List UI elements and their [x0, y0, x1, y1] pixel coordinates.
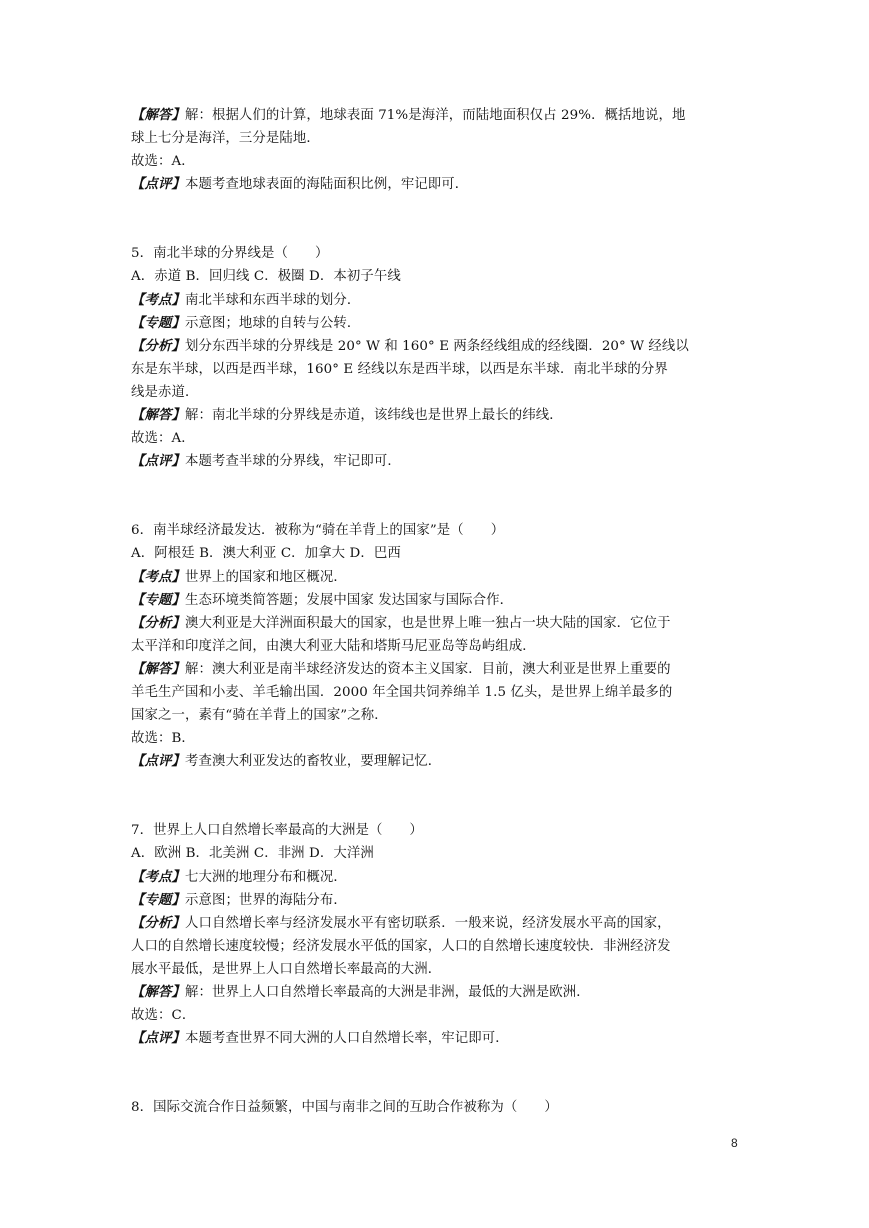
- line-text: 本题考查世界不同大洲的人口自然增长率，牢记即可．: [184, 1031, 509, 1047]
- section-tag: 【专题】: [131, 314, 185, 331]
- text-line: [131, 589, 737, 612]
- line-text: A．欧洲 B．北美洲 C．非洲 D．大洋洲: [131, 846, 374, 862]
- answer-options: [131, 842, 737, 865]
- text-line: [131, 381, 737, 404]
- line-text: 故选：C．: [131, 1008, 196, 1024]
- question-stem: [131, 1096, 737, 1119]
- text-line: [131, 612, 737, 635]
- line-text: A．赤道 B．回归线 C．极圈 D．本初子午线: [131, 269, 401, 285]
- text-line: [131, 104, 737, 127]
- line-text: 展水平最低，是世界上人口自然增长率最高的大洲．: [131, 961, 442, 977]
- line-text: 澳大利亚是大洋洲面积最大的国家，也是世界上唯一独占一块大陆的国家．它位于: [184, 615, 671, 631]
- line-text: 解：根据人们的计算，地球表面 71%是海洋，而陆地面积仅占 29%．概括地说，地: [184, 108, 686, 123]
- section-tag: 【点评】: [131, 1030, 185, 1047]
- section-tag: 【专题】: [131, 891, 185, 908]
- section-tag: 【分析】: [131, 914, 185, 931]
- line-text: 本题考查地球表面的海陆面积比例，牢记即可．: [184, 177, 469, 193]
- text-line: [131, 566, 737, 589]
- line-text: 人口的自然增长速度较慢；经济发展水平低的国家，人口的自然增长速度较快．非洲经济发: [131, 938, 671, 954]
- line-text: 人口自然增长率与经济发展水平有密切联系．一般来说，经济发展水平高的国家，: [184, 915, 671, 931]
- section-tag: 【解答】: [131, 660, 185, 677]
- spacer: [131, 196, 737, 242]
- line-text: 6．南半球经济最发达．被称为“骑在羊背上的国家”是（ ）: [131, 523, 505, 539]
- line-text: 国家之一，素有“骑在羊背上的国家”之称．: [131, 708, 388, 724]
- line-text: 太平洋和印度洋之间，由澳大利亚大陆和塔斯马尼亚岛等岛屿组成．: [131, 638, 536, 654]
- text-line: [131, 704, 737, 727]
- line-text: A．阿根廷 B．澳大利亚 C．加拿大 D．巴西: [131, 546, 401, 562]
- text-line: [131, 427, 737, 450]
- page-number: 8: [731, 1136, 738, 1150]
- spacer: [131, 473, 737, 519]
- section-tag: 【点评】: [131, 453, 185, 470]
- line-text: 解：世界上人口自然增长率最高的大洲是非洲，最低的大洲是欧洲．: [184, 985, 590, 1000]
- text-line: [131, 335, 737, 358]
- text-line: [131, 635, 737, 658]
- section-tag: 【解答】: [131, 984, 185, 1000]
- section-tag: 【分析】: [131, 337, 185, 354]
- text-line: [131, 312, 737, 335]
- section-tag: 【考点】: [131, 291, 185, 308]
- text-line: [131, 981, 737, 1004]
- text-line: [131, 681, 737, 704]
- line-text: 线是赤道．: [131, 384, 199, 400]
- line-text: 东是东半球，以西是西半球，160° E 经线以东是西半球，以西是东半球．南北半球的分界: [131, 361, 668, 377]
- line-text: 世界上的国家和地区概况．: [184, 569, 347, 585]
- line-text: 七大洲的地理分布和概况．: [184, 869, 347, 885]
- section-tag: 【解答】: [131, 407, 185, 424]
- text-line: [131, 727, 737, 750]
- line-text: 8．国际交流合作日益频繁，中国与南非之间的互助合作被称为（ ）: [131, 1100, 558, 1116]
- line-text: 示意图；世界的海陆分布．: [184, 892, 347, 908]
- text-line: [131, 173, 737, 196]
- question-block-6: [131, 519, 737, 773]
- line-text: 解：澳大利亚是南半球经济发达的资本主义国家．目前，澳大利亚是世界上重要的: [184, 661, 671, 677]
- text-line: [131, 289, 737, 312]
- text-line: [131, 958, 737, 981]
- text-line: [131, 127, 737, 150]
- line-text: 生态环境类简答题；发展中国家 发达国家与国际合作．: [184, 592, 514, 608]
- section-tag: 【考点】: [131, 568, 185, 585]
- page-content: [131, 104, 737, 1119]
- text-line: [131, 866, 737, 889]
- text-line: [131, 1004, 737, 1027]
- line-text: 故选：A．: [131, 431, 195, 447]
- line-text: 考查澳大利亚发达的畜牧业，要理解记忆．: [184, 754, 442, 770]
- line-text: 示意图；地球的自转与公转．: [184, 315, 361, 331]
- line-text: 7．世界上人口自然增长率最高的大洲是（ ）: [131, 823, 423, 839]
- section-tag: 【分析】: [131, 614, 185, 631]
- text-line: [131, 1027, 737, 1050]
- section-tag: 【专题】: [131, 591, 185, 608]
- question-stem: [131, 819, 737, 842]
- text-line: [131, 889, 737, 912]
- section-tag: 【考点】: [131, 868, 185, 885]
- text-line: [131, 358, 737, 381]
- text-line: [131, 935, 737, 958]
- line-text: 解：南北半球的分界线是赤道，该纬线也是世界上最长的纬线．: [184, 408, 563, 424]
- text-line: [131, 658, 737, 681]
- spacer: [131, 773, 737, 819]
- question-block-7: [131, 819, 737, 1050]
- spacer: [131, 1050, 737, 1096]
- section-tag: 【点评】: [131, 176, 185, 193]
- line-text: 南北半球和东西半球的划分．: [184, 292, 361, 308]
- section-tag: 【解答】: [131, 107, 185, 123]
- question-stem: [131, 242, 737, 265]
- section-tag: 【点评】: [131, 753, 185, 770]
- text-line: [131, 750, 737, 773]
- question-block-8: [131, 1096, 737, 1119]
- line-text: 划分东西半球的分界线是 20° W 和 160° E 两条经线组成的经线圈．20° W 经线以: [184, 338, 689, 354]
- line-text: 羊毛生产国和小麦、羊毛输出国．2000 年全国共饲养绵羊 1.5 亿头，是世界上绵羊最多的: [131, 684, 673, 700]
- question-block-5: [131, 242, 737, 473]
- answer-block-q4: [131, 104, 737, 196]
- text-line: [131, 150, 737, 173]
- line-text: 球上七分是海洋，三分是陆地．: [131, 131, 320, 147]
- line-text: 5．南北半球的分界线是（ ）: [131, 246, 329, 262]
- answer-options: [131, 265, 737, 288]
- text-line: [131, 912, 737, 935]
- text-line: [131, 450, 737, 473]
- text-line: [131, 404, 737, 427]
- line-text: 故选：B．: [131, 731, 195, 747]
- line-text: 故选：A．: [131, 154, 195, 170]
- line-text: 本题考查半球的分界线，牢记即可．: [184, 454, 401, 470]
- answer-options: [131, 542, 737, 565]
- question-stem: [131, 519, 737, 542]
